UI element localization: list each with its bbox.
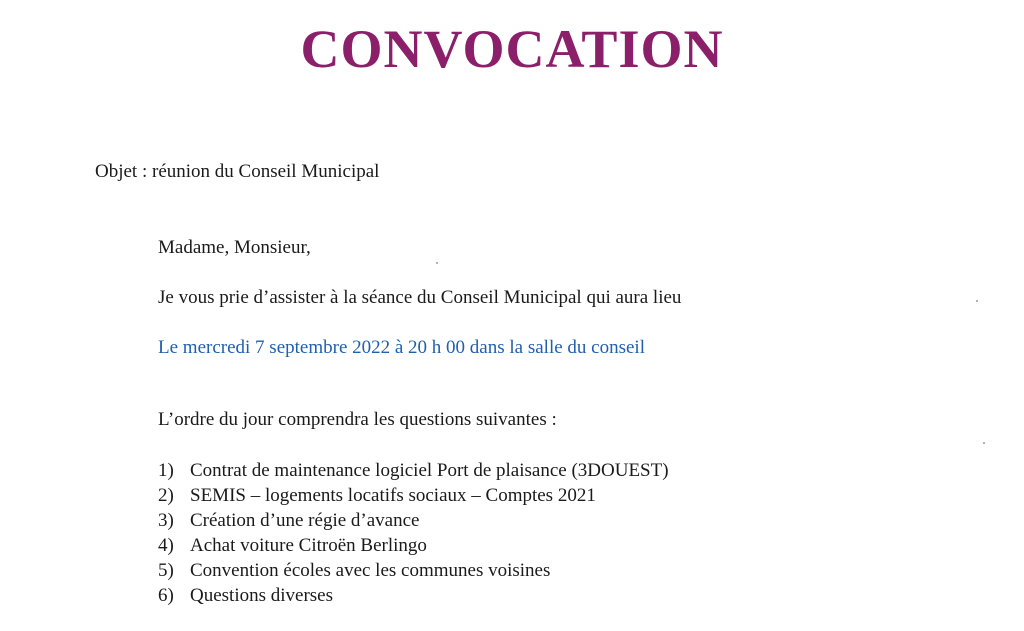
agenda-item [158,483,669,508]
agenda-intro: L’ordre du jour comprendra les questions suivantes : [158,409,557,430]
greeting: Madame, Monsieur, [158,237,311,258]
agenda-item-text: Convention écoles avec les communes voisines [190,560,551,581]
request-text: Je vous prie d’assister à la séance du Conseil Municipal qui aura lieu [158,287,682,308]
agenda-item-number: 1) [158,460,174,481]
scan-speck [976,300,978,302]
agenda-item-text: Achat voiture Citroën Berlingo [190,535,427,556]
agenda-item [158,533,669,558]
agenda-item-number: 6) [158,585,174,606]
meeting-date-location: Le mercredi 7 septembre 2022 à 20 h 00 dans la salle du conseil [158,337,645,358]
agenda-item-text: SEMIS – logements locatifs sociaux – Comptes 2021 [190,485,596,506]
subject-line: Objet : réunion du Conseil Municipal [95,161,380,182]
agenda-item-number: 5) [158,560,174,581]
agenda-item-text: Questions diverses [190,585,334,606]
agenda-item-text: Contrat de maintenance logiciel Port de plaisance (3DOUEST) [190,460,669,481]
scan-speck [436,262,438,264]
agenda-item-number: 3) [158,510,174,531]
agenda-item [158,558,669,583]
agenda-item-number: 2) [158,485,174,506]
agenda-item-text: Création d’une régie d’avance [190,510,420,531]
document-title: CONVOCATION [300,19,724,79]
agenda-item-number: 4) [158,535,174,556]
agenda-item [158,458,669,483]
scan-speck [983,442,985,444]
agenda-list [158,458,669,608]
agenda-item [158,583,669,608]
agenda-item [158,508,669,533]
